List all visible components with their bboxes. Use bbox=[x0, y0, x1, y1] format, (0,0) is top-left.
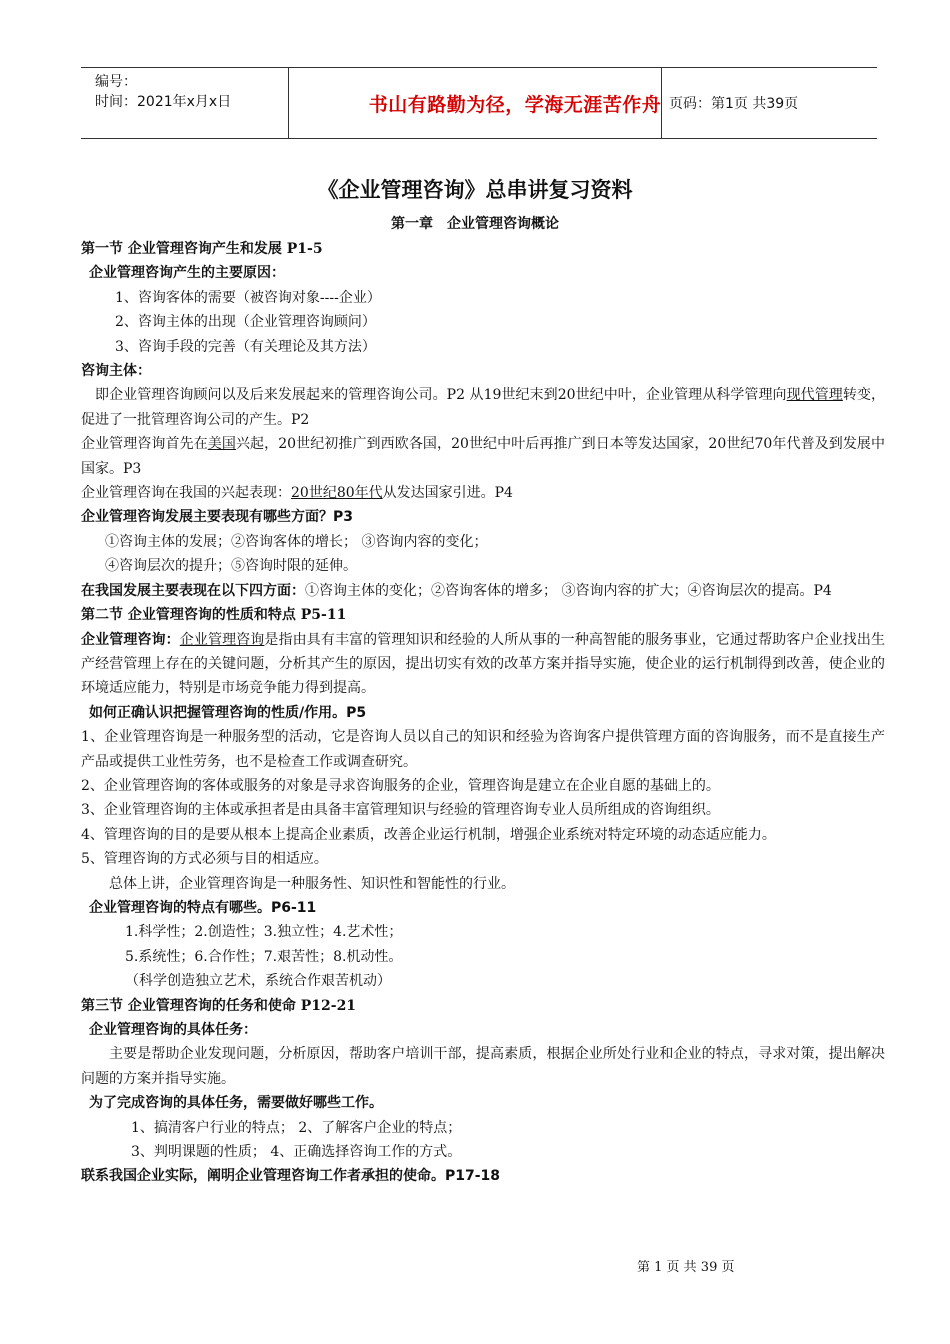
document-title: 《企业管理咨询》总串讲复习资料 bbox=[317, 178, 633, 202]
list-item: 1、咨询客体的需要（被咨询对象----企业） bbox=[115, 289, 381, 306]
subheading: 如何正确认识把握管理咨询的性质/作用。P5 bbox=[89, 704, 367, 721]
subheading: 企业管理咨询产生的主要原因： bbox=[89, 265, 285, 282]
list-line: 3、判明课题的性质； 4、正确选择咨询工作的方式。 bbox=[131, 1144, 462, 1161]
list-item: 2、咨询主体的出现（企业管理咨询顾问） bbox=[115, 314, 376, 331]
list-item: 3、企业管理咨询的主体或承担者是由具备丰富管理知识与经验的管理咨询专业人员所组成的咨询组织。 bbox=[81, 802, 720, 819]
chapter-title: 第一章 企业管理咨询概论 bbox=[391, 216, 559, 232]
serial-label: 编号： bbox=[95, 74, 137, 90]
list-item: 1、企业管理咨询是一种服务型的活动，它是咨询人员以自己的知识和经验为咨询客户提供管理方面的咨询服务，而不是直接生产产品或提供工业性劳务，也不是检查工作或调查研究。 bbox=[81, 729, 885, 770]
header-meta bbox=[95, 72, 285, 112]
time-label: 时间：2021年x月x日 bbox=[95, 94, 232, 110]
list-line: 1、搞清客户行业的特点； 2、了解客户企业的特点； bbox=[131, 1119, 462, 1136]
document-body bbox=[81, 237, 885, 1189]
list-line: 5.系统性；6.合作性；7.艰苦性；8.机动性。 bbox=[125, 948, 403, 965]
paragraph: 总体上讲，企业管理咨询是一种服务性、知识性和智能性的行业。 bbox=[109, 875, 515, 892]
paragraph: 在我国发展主要表现在以下四方面：①咨询主体的变化；②咨询客体的增多； ③咨询内容的扩大；④咨询层次的提高。P4 bbox=[81, 582, 832, 599]
list-line: ①咨询主体的发展；②咨询客体的增长； ③咨询内容的变化； bbox=[105, 533, 488, 550]
paragraph: 即企业管理咨询顾问以及后来发展起来的管理咨询公司。P2 从19世纪末到20世纪中叶，企业管理从科学管理向现代管理转变，促进了一批管理咨询公司的产生。P2 bbox=[81, 387, 886, 428]
section-heading: 第三节 企业管理咨询的任务和使命 P12-21 bbox=[81, 997, 357, 1014]
paragraph: 企业管理咨询首先在美国兴起，20世纪初推广到西欧各国，20世纪中叶后再推广到日本等发达国家，20世纪70年代普及到发展中国家。P3 bbox=[81, 436, 886, 477]
header-motto: 书山有路勤为径，学海无涯苦作舟 bbox=[368, 93, 662, 116]
section-heading: 第二节 企业管理咨询的性质和特点 P5-11 bbox=[81, 607, 347, 624]
subheading: 企业管理咨询的特点有哪些。P6-11 bbox=[89, 899, 317, 916]
subheading: 为了完成咨询的具体任务，需要做好哪些工作。 bbox=[89, 1095, 383, 1112]
header-divider bbox=[661, 68, 662, 138]
subheading: 企业管理咨询发展主要表现有哪些方面？P3 bbox=[81, 509, 354, 526]
list-item: 4、管理咨询的目的是要从根本上提高企业素质，改善企业运行机制，增强企业系统对特定环境的动态适应能力。 bbox=[81, 826, 776, 843]
paragraph: 主要是帮助企业发现问题，分析原因，帮助客户培训干部，提高素质，根据企业所处行业和企业的特点，寻求对策，提出解决问题的方案并指导实施。 bbox=[81, 1046, 885, 1087]
list-line: 1.科学性；2.创造性；3.独立性；4.艺术性； bbox=[125, 924, 403, 941]
list-line: ④咨询层次的提升；⑤咨询时限的延伸。 bbox=[105, 558, 357, 575]
paragraph: 企业管理咨询：企业管理咨询是指由具有丰富的管理知识和经验的人所从事的一种高智能的服务事业，它通过帮助客户企业找出生产经营管理上存在的关键问题，分析其产生的原因，提出切实有效的改革方案并指导实施，使企业的运行机制得到改善，使企业的环境适应能力，特别是市场竞争能力得到提高。 bbox=[81, 631, 886, 697]
document-header bbox=[81, 67, 877, 139]
subheading: 联系我国企业实际，阐明企业管理咨询工作者承担的使命。P17-18 bbox=[81, 1168, 501, 1185]
paragraph: 企业管理咨询在我国的兴起表现：20世纪80年代从发达国家引进。P4 bbox=[81, 485, 513, 502]
header-page-info: 页码：第1页 共39页 bbox=[669, 96, 799, 112]
list-item: 2、企业管理咨询的客体或服务的对象是寻求咨询服务的企业，管理咨询是建立在企业自愿的基础上的。 bbox=[81, 777, 720, 794]
section-heading: 第一节 企业管理咨询产生和发展 P1-5 bbox=[81, 241, 323, 257]
list-item: 5、管理咨询的方式必须与目的相适应。 bbox=[81, 851, 328, 868]
list-line: （科学创造独立艺术，系统合作艰苦机动） bbox=[125, 973, 391, 990]
page-footer: 第 1 页 共 39 页 bbox=[637, 1260, 735, 1275]
subheading: 企业管理咨询的具体任务： bbox=[89, 1022, 257, 1038]
list-item: 3、咨询手段的完善（有关理论及其方法） bbox=[115, 338, 376, 355]
subheading: 咨询主体： bbox=[81, 363, 151, 380]
